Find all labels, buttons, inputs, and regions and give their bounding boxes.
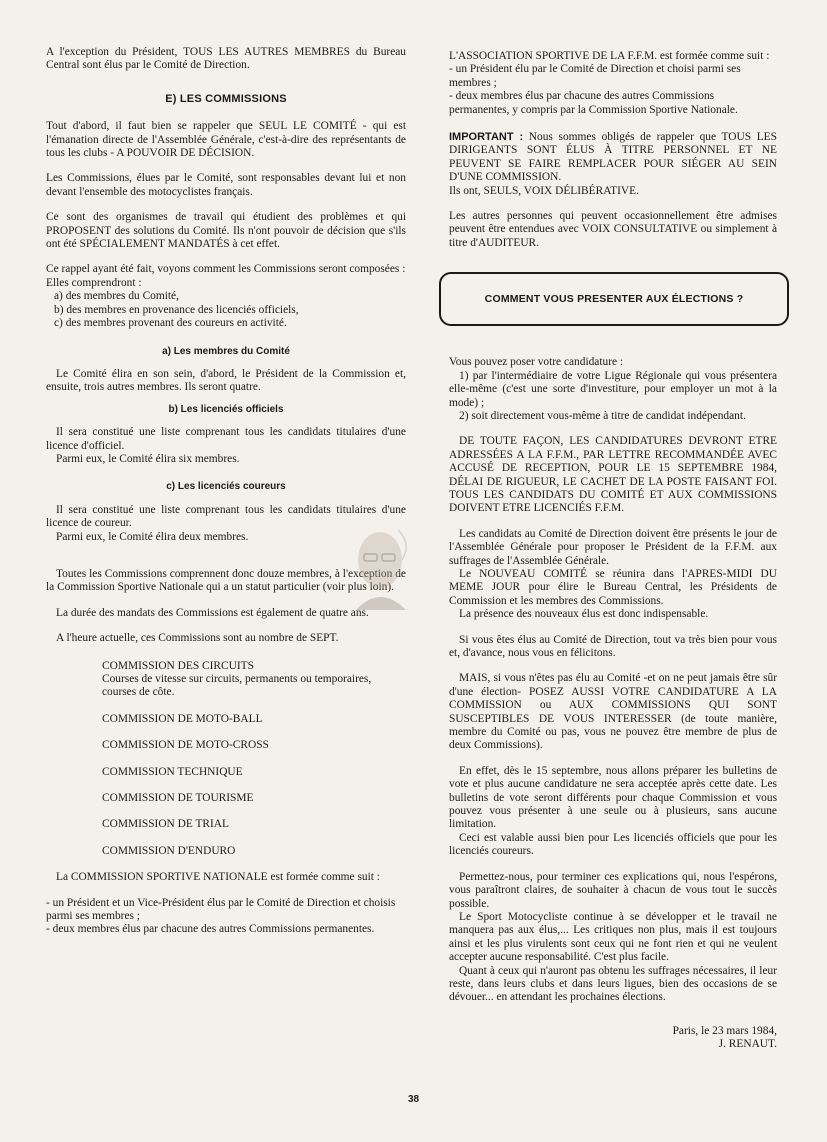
elections-heading-box bbox=[439, 272, 789, 326]
paragraph: Ceci est valable aussi bien pour Les licenciés officiels que pour les licenciés coureurs. bbox=[449, 831, 777, 858]
commission-description: Courses de vitesse sur circuits, permanents ou temporaires, courses de côte. bbox=[102, 673, 372, 699]
composition-list bbox=[46, 290, 406, 330]
commission-item bbox=[102, 739, 382, 752]
right-column bbox=[449, 46, 777, 1052]
list-item: c) des membres provenant des coureurs en activité. bbox=[54, 317, 287, 330]
commission-name: COMMISSION D'ENDURO bbox=[102, 844, 236, 857]
page-number: 38 bbox=[407, 1094, 420, 1105]
paragraph: Ce rappel ayant été fait, voyons comment les Commissions seront composées : bbox=[46, 263, 406, 276]
paragraph: La durée des mandats des Commissions est également de quatre ans. bbox=[56, 606, 369, 619]
important-paragraph bbox=[449, 131, 777, 185]
commission-item bbox=[102, 713, 382, 726]
paragraph: Parmi eux, le Comité élira six membres. bbox=[56, 452, 240, 465]
commissions-list bbox=[102, 660, 382, 859]
list-item: - deux membres élus par chacune des autres Commissions permanentes. bbox=[46, 923, 375, 936]
paragraph: DE TOUTE FAÇON, LES CANDIDATURES DEVRONT ETRE ADRESSÉES A LA F.F.M., PAR LETTRE RECOMMANDÉE AVEC ACCUSÉ DE RECEPTION, POUR LE 15 SEPTEMBRE 1984, DÉLAI DE RIGUEUR, LE CACHET DE LA POSTE FAISANT FOI. TOUS LES CANDIDATS DU COMITÉ ET AUX COMMISSIONS DOIVENT ETRE LICENCIÉS F.F.M. bbox=[449, 435, 777, 515]
elections-heading: COMMENT VOUS PRESENTER AUX ÉLECTIONS ? bbox=[484, 292, 744, 305]
left-column bbox=[46, 46, 406, 937]
paragraph: Elles comprendront : bbox=[46, 276, 142, 289]
paragraph: Si vous êtes élus au Comité de Direction, tout va très bien pour vous et, d'avance, nous vous en félicitons. bbox=[449, 633, 777, 659]
paragraph: Il sera constitué une liste comprenant tous les candidats titulaires d'une licence de coureur. bbox=[46, 503, 406, 530]
subheading-officiels: b) Les licenciés officiels bbox=[168, 403, 284, 415]
commission-item bbox=[102, 845, 382, 858]
list-item: b) des membres en provenance des licenciés officiels, bbox=[54, 303, 299, 316]
intro-paragraph: A l'exception du Président, TOUS LES AUTRES MEMBRES du Bureau Central sont élus par le Comité de Direction. bbox=[46, 46, 406, 72]
paragraph: A l'heure actuelle, ces Commissions sont au nombre de SEPT. bbox=[56, 632, 339, 645]
paragraph: Toutes les Commissions comprennent donc douze membres, à l'exception de la Commission Sportive Nationale qui a un statut particulier (voir plus loin). bbox=[46, 567, 406, 594]
paragraph: Les candidats au Comité de Direction doivent être présents le jour de l'Assemblée Générale pour proposer le Président de la F.F.M. aux suffrages de l'Assemblée Générale. bbox=[449, 527, 777, 567]
paragraph: Les autres personnes qui peuvent occasionnellement être admises peuvent être entendues avec VOIX CONSULTATIVE ou simplement à titre d'AUDITEUR. bbox=[449, 210, 777, 249]
asso-composition-list bbox=[449, 63, 777, 117]
important-text: Nous sommes obligés de rappeler que TOUS LES DIRIGEANTS SONT ÉLUS À TITRE PERSONNEL ET NE PEUVENT SE FAIRE REMPLACER POUR SIÉGER AU SEIN D'UNE COMMISSION. bbox=[449, 131, 777, 184]
commission-item bbox=[102, 792, 382, 805]
paragraph: Ce sont des organismes de travail qui étudient des problèmes et qui PROPOSENT des solutions du Comité. Ils n'ont pouvoir de décision que s'ils ont été SPÉCIALEMENT MANDATÉS à cet effet. bbox=[46, 211, 406, 251]
paragraph: Le NOUVEAU COMITÉ se réunira dans l'APRES-MIDI DU MEME JOUR pour élire le Bureau Central, les Présidents de Commission et les membres des Commissions. bbox=[449, 567, 777, 607]
paragraph: Les Commissions, élues par le Comité, sont responsables devant lui et non devant l'ensemble des motocyclistes français. bbox=[46, 172, 406, 198]
paragraph: 2) soit directement vous-même à titre de candidat indépendant. bbox=[459, 409, 746, 422]
commission-item bbox=[102, 660, 382, 700]
paragraph: Il sera constitué une liste comprenant tous les candidats titulaires d'une licence d'officiel. bbox=[46, 426, 406, 452]
paragraph: Permettez-nous, pour terminer ces explications qui, nous l'espérons, vous paraîtront claires, de souhaiter à chacun de vous tout le succès possible. bbox=[449, 870, 777, 910]
paragraph: Parmi eux, le Comité élira deux membres. bbox=[56, 530, 249, 543]
subheading-coureurs: c) Les licenciés coureurs bbox=[166, 481, 286, 493]
csn-composition-list bbox=[46, 897, 406, 937]
paragraph: Ils ont, SEULS, VOIX DÉLIBÉRATIVE. bbox=[449, 184, 639, 197]
place-date: Paris, le 23 mars 1984, bbox=[672, 1024, 777, 1037]
commission-name: COMMISSION TECHNIQUE bbox=[102, 765, 243, 778]
paragraph: Le Comité élira en son sein, d'abord, le Président de la Commission et, ensuite, trois autres membres. Ils seront quatre. bbox=[46, 367, 406, 394]
commission-name: COMMISSION DE TOURISME bbox=[102, 792, 254, 805]
paragraph: En effet, dès le 15 septembre, nous allons préparer les bulletins de vote et plus aucune candidature ne sera acceptée après cette date. Les bulletins de vote seront différents pour chaque Commission et vous pouvez vous présenter à une seule ou à plusieurs, sans aucune limitation. bbox=[449, 764, 777, 831]
paragraph: Le Sport Motocycliste continue à se développer et le travail ne manquera pas aux élus,... Les critiques non plus, mais il est toujours ainsi et les plus virulents sont ceux qui ne font rien et qui ne veulent accepter aucune responsabilité. C'est plus facile. bbox=[449, 910, 777, 964]
paragraph: MAIS, si vous n'êtes pas élu au Comité -et on ne peut jamais être sûr d'une élection- POSEZ AUSSI VOTRE CANDIDATURE A LA COMMISSION ou AUX COMMISSIONS QUI SONT SUSCEPTIBLES DE VOUS INTERESSER (de toute manière, membre du Comité ou pas, vous ne pouvez être membre de plus de deux Commissions). bbox=[449, 672, 777, 752]
list-item: a) des membres du Comité, bbox=[54, 290, 179, 303]
commission-item bbox=[102, 766, 382, 779]
paragraph: Quant à ceux qui n'auront pas obtenu les suffrages nécessaires, il leur reste, dans leurs clubs et dans leurs ligues, bien des occasions de se dévouer... en attendant les prochaines élections. bbox=[449, 964, 777, 1004]
list-item: - deux membres élus par chacune des autres Commissions permanentes, y compris par la Commission Sportive Nationale. bbox=[449, 90, 738, 116]
paragraph: Tout d'abord, il faut bien se rappeler que SEUL LE COMITÉ - qui est l'émanation directe de l'Assemblée Générale, c'est-à-dire des représentants de tous les clubs - A POUVOIR DE DÉCISION. bbox=[46, 120, 406, 160]
commission-item bbox=[102, 818, 382, 831]
paragraph: 1) par l'intermédiaire de votre Ligue Régionale qui vous présentera elle-même (c'est une sorte d'investiture, pour employer un mot à la mode) ; bbox=[449, 369, 777, 409]
list-item: - un Président élu par le Comité de Direction et choisi parmi ses membres ; bbox=[449, 63, 741, 89]
commission-name: COMMISSION DE MOTO-BALL bbox=[102, 712, 263, 725]
list-item: - un Président et un Vice-Président élus par le Comité de Direction et choisis parmi ses membres ; bbox=[46, 896, 396, 923]
portrait-image bbox=[350, 520, 416, 610]
commission-name: COMMISSION DES CIRCUITS bbox=[102, 659, 254, 672]
commission-name: COMMISSION DE MOTO-CROSS bbox=[102, 739, 269, 752]
section-heading-commissions: E) LES COMMISSIONS bbox=[165, 92, 287, 105]
signoff bbox=[449, 1025, 777, 1052]
commission-name: COMMISSION DE TRIAL bbox=[102, 818, 229, 831]
important-label: IMPORTANT : bbox=[449, 131, 524, 144]
signature: J. RENAUT. bbox=[718, 1038, 777, 1051]
paragraph: La présence des nouveaux élus est donc indispensable. bbox=[459, 608, 709, 621]
subheading-comite: a) Les membres du Comité bbox=[162, 345, 290, 357]
paragraph: Vous pouvez poser votre candidature : bbox=[449, 356, 624, 369]
paragraph: La COMMISSION SPORTIVE NATIONALE est formée comme suit : bbox=[56, 871, 380, 884]
paragraph: L'ASSOCIATION SPORTIVE DE LA F.F.M. est formée comme suit : bbox=[449, 50, 770, 62]
